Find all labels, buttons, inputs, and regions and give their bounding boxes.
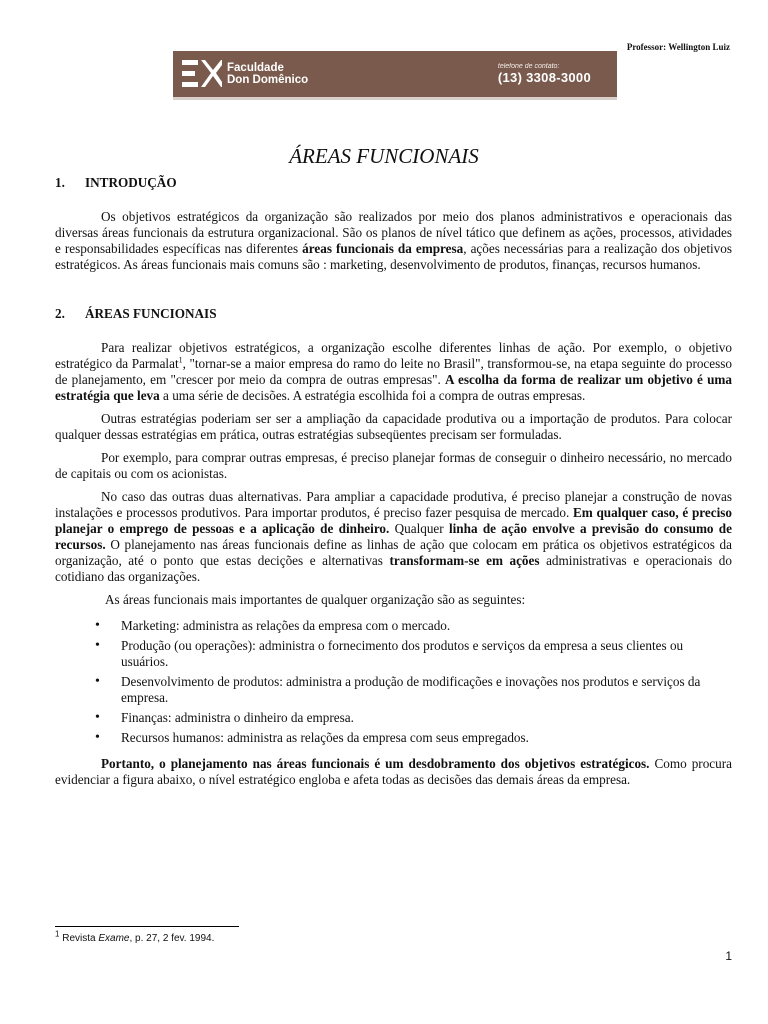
paragraph-alternatives [55,489,732,585]
bold-run: Em qualquer caso, é preciso planejar o emprego de pessoas e a aplicação de dinheiro. [55,505,732,536]
page-number: 1 [725,949,732,963]
bullet-icon: • [95,730,100,745]
section-2-heading [55,306,732,322]
list-item [55,710,732,726]
text-run: Qualquer [389,521,449,536]
functional-areas-list [55,618,732,746]
brand-line-1: Faculdade [227,62,284,74]
banner-shadow [173,97,617,100]
document-body [55,175,732,788]
footnote-number: 1 [55,929,60,939]
list-item [55,730,732,746]
section-1-heading [55,175,732,191]
list-item [55,618,732,634]
list-item [55,674,732,706]
footnote [55,929,215,944]
text-run: a uma série de decisões. A estratégia escolhida foi a compra de outras empresas. [159,388,586,403]
text-run: No caso das outras duas alternativas. Para ampliar a capacidade produtiva, é preciso planejar a construção de novas instalações e processos produtivos. Para importar produtos, é preciso fazer pesquisa de mercado. [55,489,732,520]
list-item-text: Produção (ou operações): administra o fornecimento dos produtos e serviços da empresa a seus clientes ou usuários. [121,638,684,669]
institution-banner [173,51,617,97]
list-item-text: Finanças: administra o dinheiro da empresa. [121,710,354,725]
section-2-title: ÁREAS FUNCIONAIS [85,306,217,321]
brand-line-2: Don Domênico [227,74,309,86]
paragraph-other-strategies: Outras estratégias poderiam ser ser a ampliação da capacidade produtiva ou a importação de produtos. Para colocar qualquer dessas estratégias em prática, outras estratégias subseqüentes precisam ser formuladas. [55,411,732,442]
footnote-ref: 1 [178,355,183,365]
page-title: ÁREAS FUNCIONAIS [289,144,479,168]
section-1-title: INTRODUÇÃO [85,175,177,190]
bold-run: linha de ação envolve a previsão do consumo de recursos. [55,521,732,552]
footnote-text: , p. 27, 2 fev. 1994. [129,933,215,944]
professor-name: Professor: Wellington Luiz [626,42,730,52]
bold-run: A escolha da forma de realizar um objetivo é uma estratégia que leva [55,372,732,403]
list-item-text: Recursos humanos: administra as relações da empresa com seus empregados. [121,730,529,745]
bold-run: transformam-se em ações [389,553,540,568]
footnote-separator [55,926,239,927]
text-run: Para realizar objetivos estratégicos, a organização escolhe diferentes linhas de ação. Por exemplo, o objetivo estratégico da Parmalat [55,340,732,371]
bold-run: Portanto, o planejamento nas áreas funcionais é um desdobramento dos objetivos estratégicos. [101,756,650,771]
footnote-italic: Exame [98,933,130,944]
phone-number: (13) 3308-3000 [497,70,591,85]
text-run: , ações necessárias para a realização dos objetivos estratégicos. As áreas funcionais mais comuns são : marketing, desenvolvimento de produtos, finanças, recursos humanos. [55,241,732,272]
text-run: O planejamento nas áreas funcionais define as linhas de ação que colocam em prática os objetivos estratégicos da organização, até o ponto que estas decições e alternativas [55,537,732,568]
text-run: administrativas e operacionais do cotidiano das organizações. [55,553,732,584]
paragraph-strategy [55,340,732,404]
contact-phone [498,63,591,85]
text-run: Como procura evidenciar a figura abaixo, o nível estratégico engloba e afeta todas as decisões das demais áreas da empresa. [55,756,732,787]
text-run: Os objetivos estratégicos da organização são realizados por meio dos planos administrativos e operacionais das diversas áreas funcionais da estrutura organizacional. São os planos de nível tático que definem as ações, processos, atividades e responsabilidades específicas nas diferentes [55,209,732,256]
bullet-icon: • [95,618,100,633]
bold-run: áreas funcionais da empresa [302,241,464,256]
paragraph-conclusion [55,756,732,788]
bullet-icon: • [95,638,100,653]
paragraph-example: Por exemplo, para comprar outras empresas, é preciso planejar formas de conseguir o dinheiro necessário, no mercado de capitais ou com os acionistas. [55,450,732,481]
footnote-text: Revista [59,933,99,944]
list-item-text: Marketing: administra as relações da empresa com o mercado. [121,618,451,633]
section-2-number: 2. [55,306,65,321]
faculty-logo-icon [181,57,223,91]
intro-paragraph [55,209,732,273]
paragraph-list-intro: As áreas funcionais mais importantes de qualquer organização são as seguintes: [105,592,526,607]
section-1-number: 1. [55,175,65,190]
list-item [55,638,732,670]
text-run: , "tornar-se a maior empresa do ramo do leite no Brasil", transformou-se, na etapa seguinte do processo de planejamento, em "crescer por meio da compra de outras empresas". [55,356,732,387]
brand-name [227,62,308,86]
list-item-text: Desenvolvimento de produtos: administra a produção de modificações e inovações nos produtos e serviços da empresa. [121,674,701,705]
bullet-icon: • [95,710,100,725]
bullet-icon: • [95,674,100,689]
phone-label: telefone de contato: [497,63,560,70]
